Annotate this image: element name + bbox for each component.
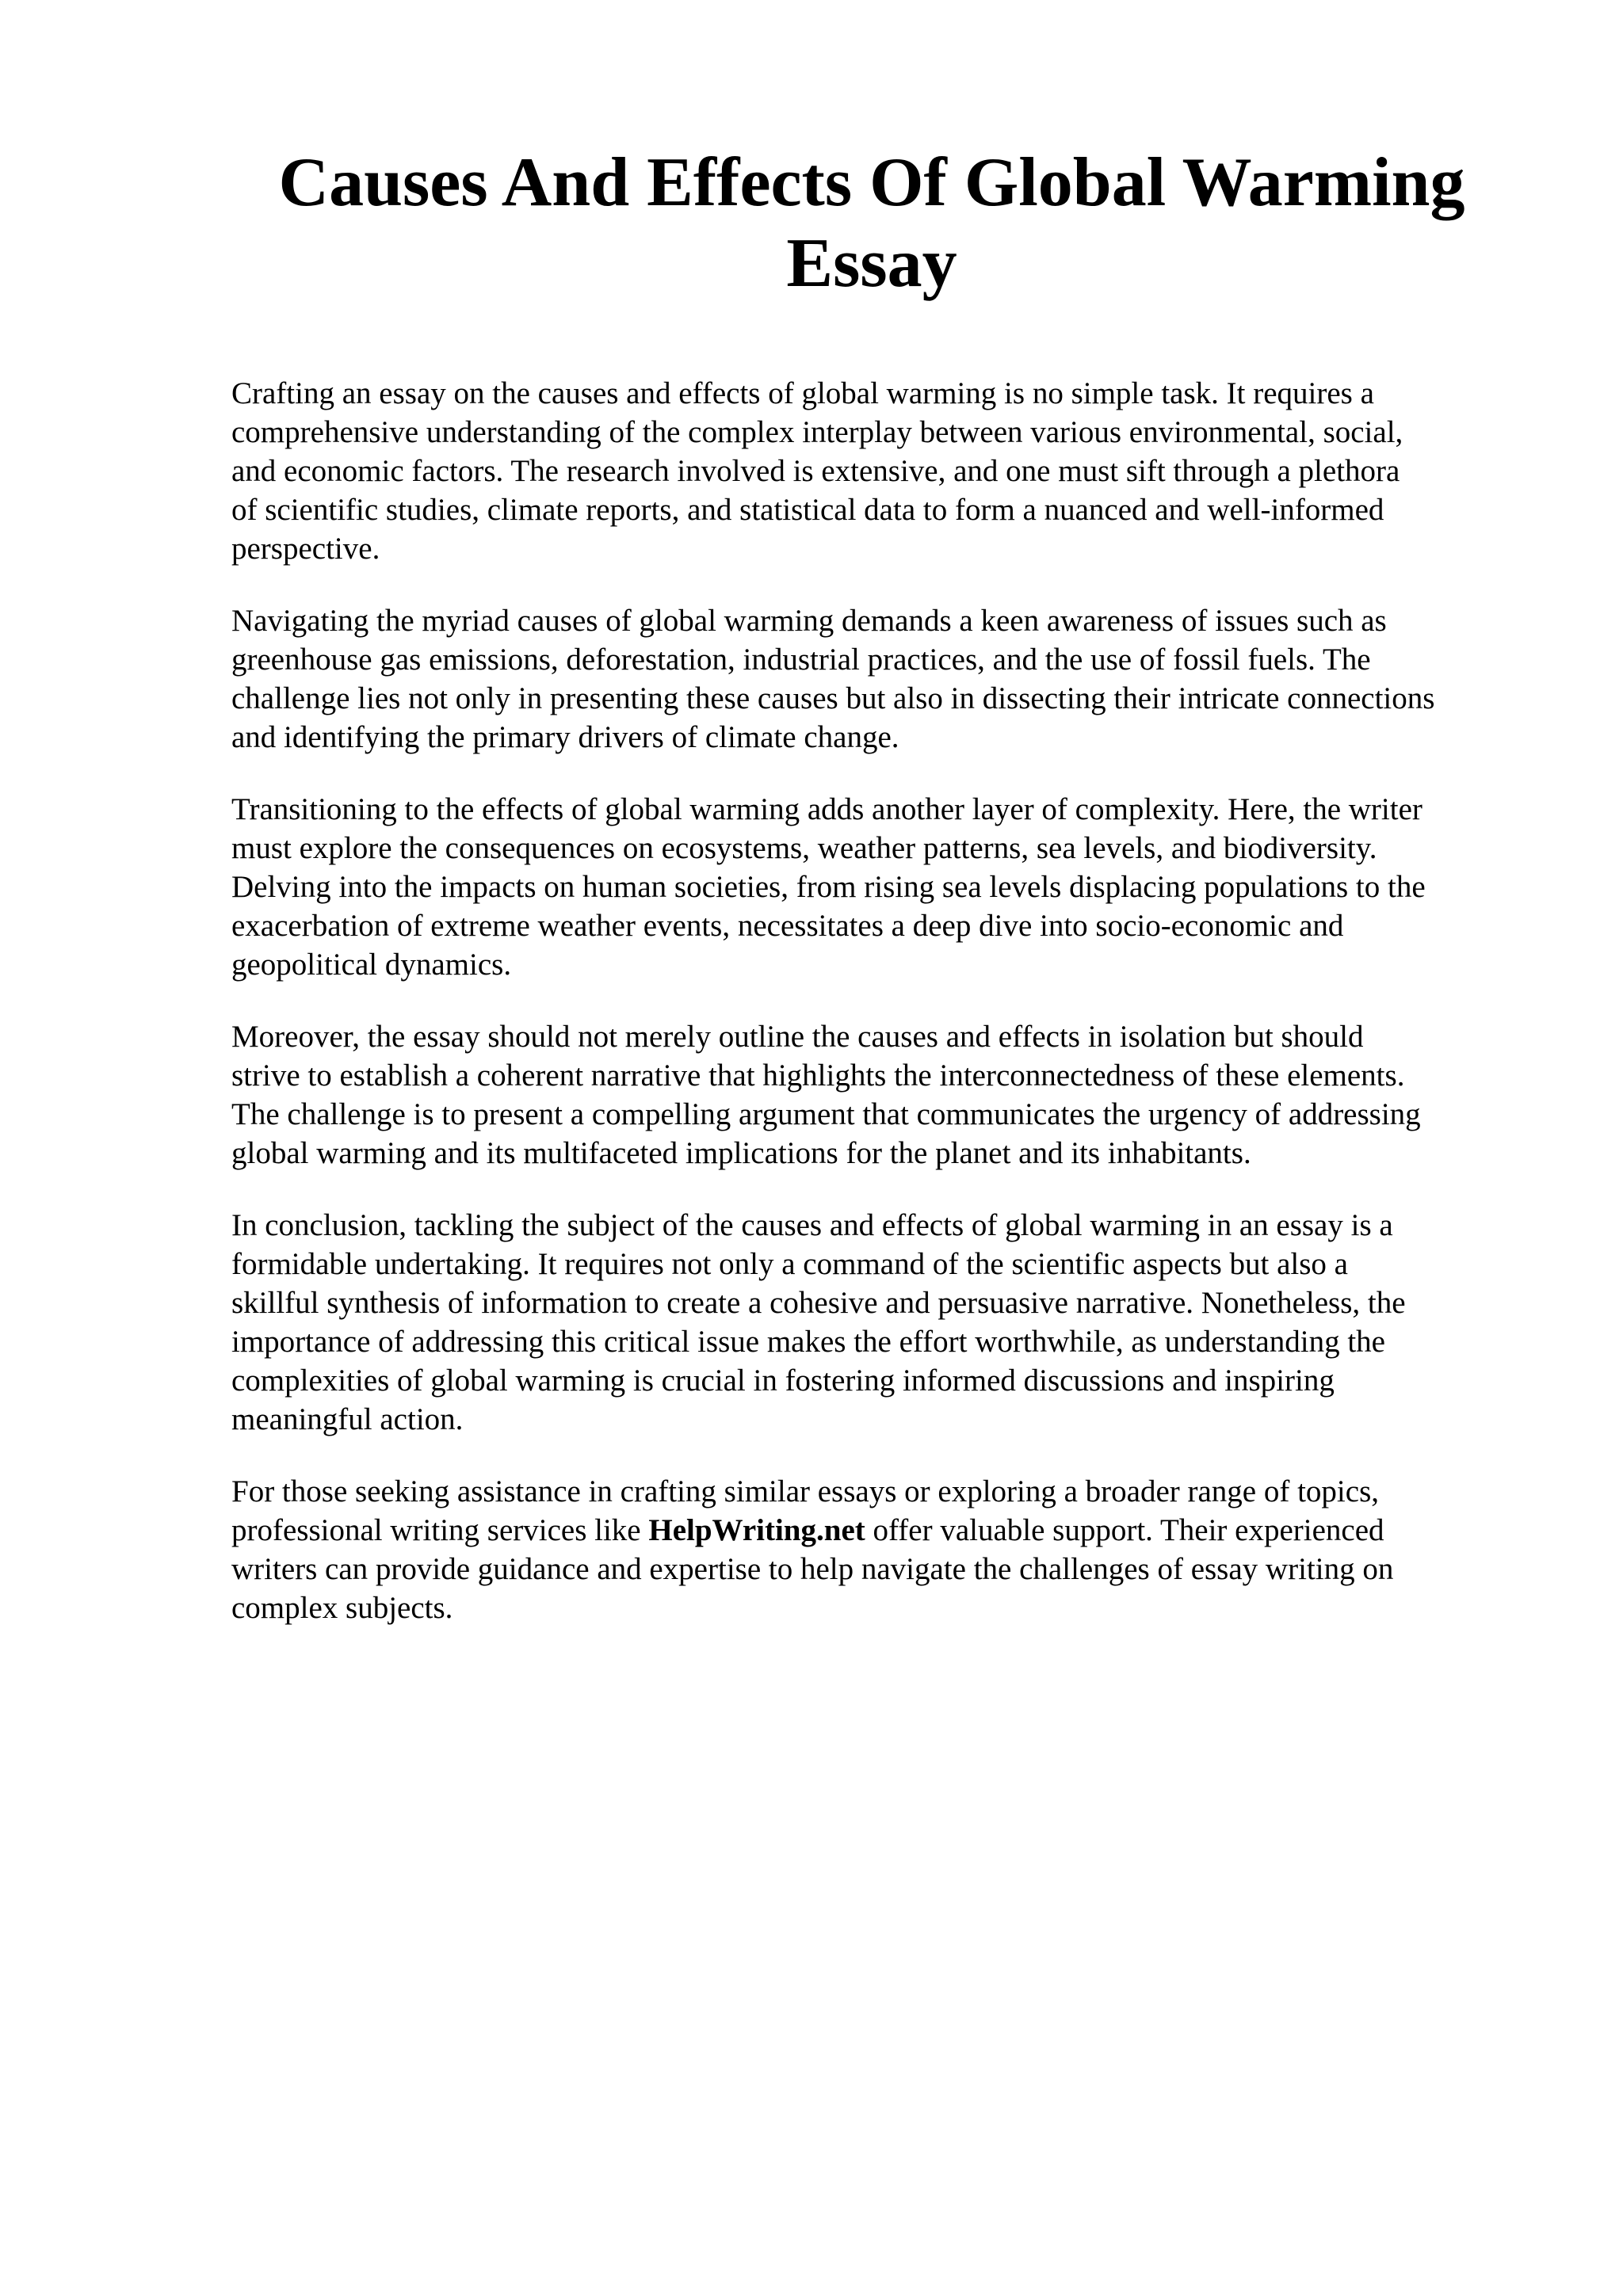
text-line: of scientific studies, climate reports, and statistical data to form a nuanced and well-informed: [231, 493, 1384, 527]
text-line: perspective.: [231, 532, 380, 566]
text-line: writers can provide guidance and expertise to help navigate the challenges of essay writing on: [231, 1552, 1394, 1586]
text-line: skillful synthesis of information to create a cohesive and persuasive narrative. Nonetheless, the: [231, 1286, 1406, 1320]
text-line: geopolitical dynamics.: [231, 948, 512, 982]
paragraph-conclusion: [231, 1206, 1531, 1439]
text-line: greenhouse gas emissions, deforestation, industrial practices, and the use of fossil fuels. The: [231, 643, 1371, 677]
text-line: Navigating the myriad causes of global warming demands a keen awareness of issues such as: [231, 604, 1387, 638]
text-line: Moreover, the essay should not merely outline the causes and effects in isolation but should: [231, 1020, 1364, 1054]
paragraph-effects: [231, 790, 1531, 984]
text-segment: offer valuable support. Their experienced: [865, 1513, 1384, 1547]
text-line: The challenge is to present a compelling argument that communicates the urgency of addressing: [231, 1097, 1421, 1131]
text-line: Transitioning to the effects of global warming adds another layer of complexity. Here, the writer: [231, 792, 1423, 826]
text-line: comprehensive understanding of the complex interplay between various environmental, social,: [231, 415, 1403, 449]
text-line: challenge lies not only in presenting these causes but also in dissecting their intricate connections: [231, 681, 1435, 715]
text-line: formidable undertaking. It requires not only a command of the scientific aspects but also a: [231, 1247, 1348, 1281]
paragraph-intro: [231, 374, 1531, 568]
paragraph-narrative: [231, 1017, 1531, 1173]
text-line: In conclusion, tackling the subject of the causes and effects of global warming in an essay is a: [231, 1208, 1393, 1242]
text-line: complexities of global warming is crucial in fostering informed discussions and inspiring: [231, 1363, 1335, 1398]
text-segment: professional writing services like: [231, 1513, 649, 1547]
helpwriting-brand-link[interactable]: HelpWriting.net: [648, 1513, 865, 1547]
text-line: must explore the consequences on ecosystems, weather patterns, sea levels, and biodiversity.: [231, 831, 1377, 865]
document-title: [230, 143, 1514, 304]
text-line: importance of addressing this critical issue makes the effort worthwhile, as understanding the: [231, 1325, 1385, 1359]
text-line: exacerbation of extreme weather events, necessitates a deep dive into socio-economic and: [231, 909, 1344, 943]
text-line-with-brand: [231, 1511, 1531, 1550]
text-line: For those seeking assistance in crafting similar essays or exploring a broader range of topics,: [231, 1474, 1380, 1508]
paragraph-causes: [231, 601, 1531, 757]
text-line: global warming and its multifaceted implications for the planet and its inhabitants.: [231, 1136, 1251, 1170]
title-line: Essay: [786, 225, 957, 302]
text-line: strive to establish a coherent narrative that highlights the interconnectedness of these elements.: [231, 1058, 1405, 1093]
text-line: and identifying the primary drivers of climate change.: [231, 720, 899, 754]
title-line: Causes And Effects Of Global Warming: [278, 144, 1465, 221]
text-line: meaningful action.: [231, 1402, 464, 1436]
paragraph-closing: [231, 1472, 1531, 1627]
text-line: and economic factors. The research involved is extensive, and one must sift through a plethora: [231, 454, 1400, 488]
text-line: Delving into the impacts on human societies, from rising sea levels displacing populations to the: [231, 870, 1426, 904]
essay-body: [231, 374, 1531, 1661]
text-line: complex subjects.: [231, 1591, 453, 1625]
text-line: Crafting an essay on the causes and effects of global warming is no simple task. It requires a: [231, 376, 1374, 410]
